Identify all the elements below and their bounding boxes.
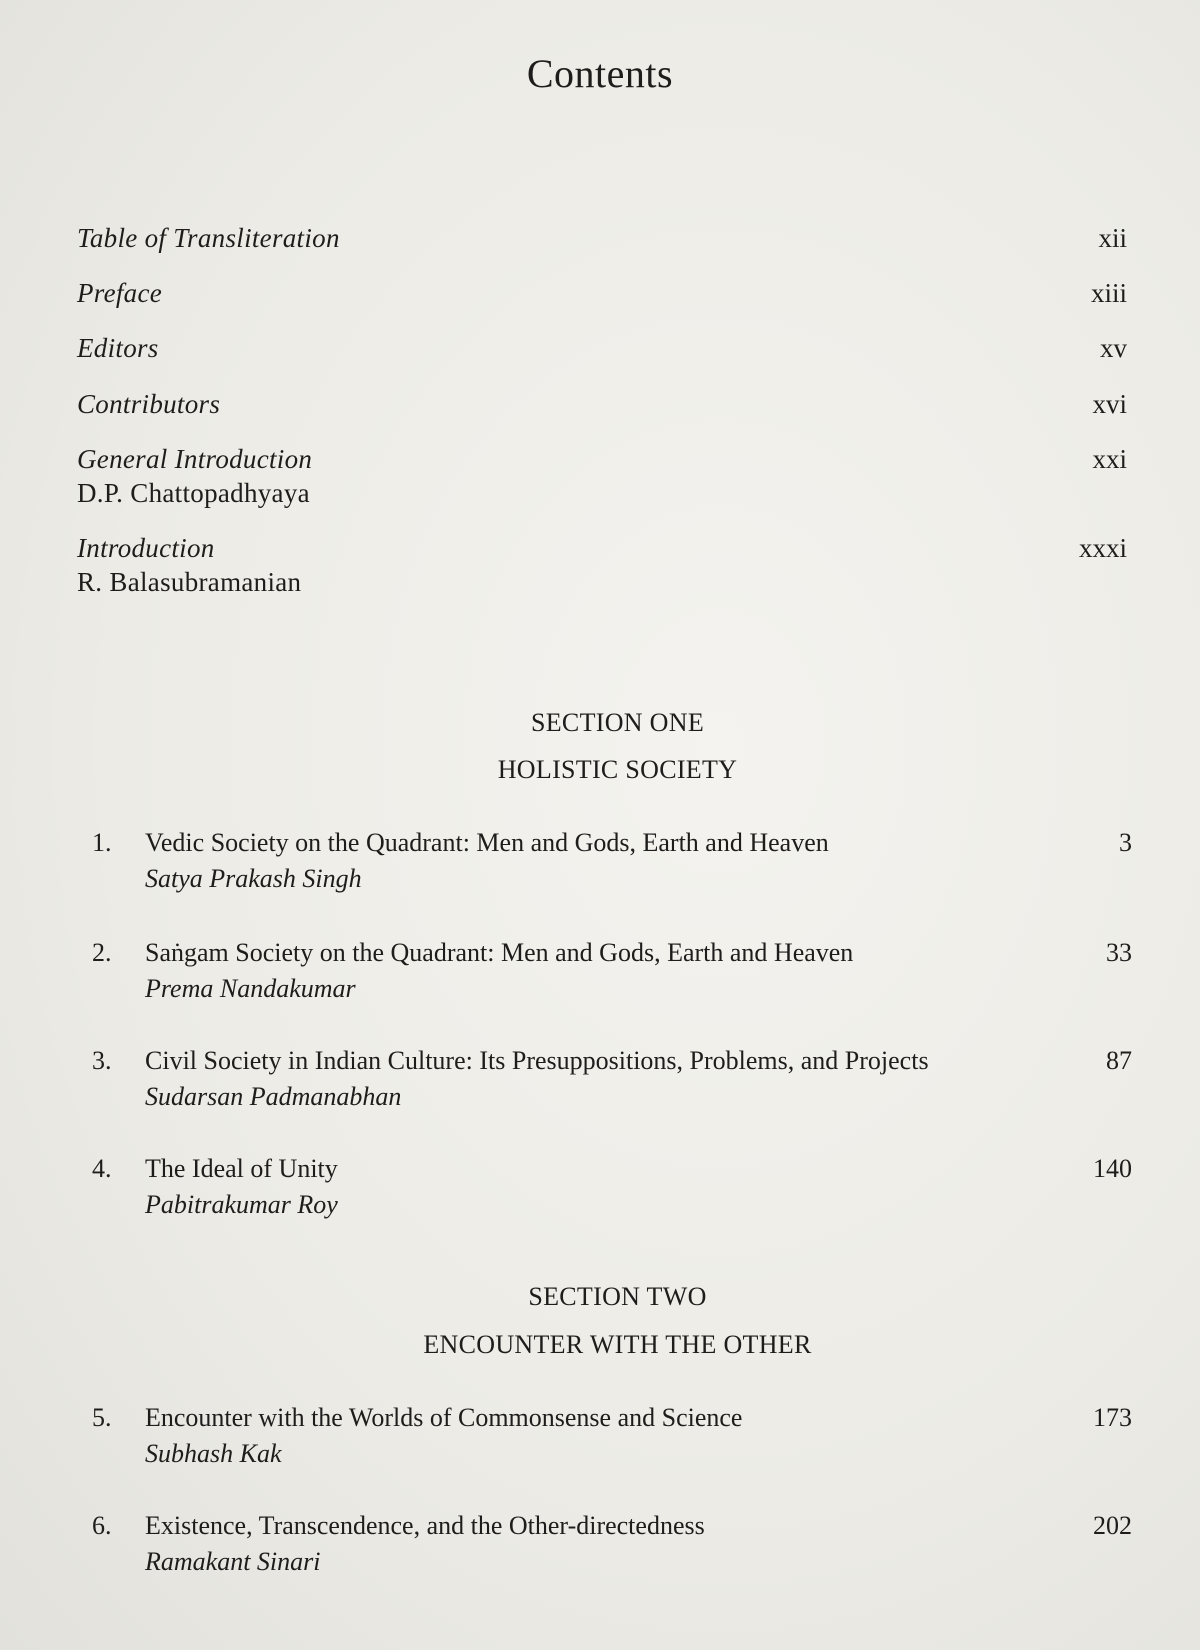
chapter-number: 1.	[92, 828, 112, 857]
chapter-title: Encounter with the Worlds of Commonsense and Science	[145, 1403, 743, 1432]
front-matter-title: Table of Transliteration	[77, 223, 340, 253]
chapter-title: Existence, Transcendence, and the Other-directedness	[145, 1511, 705, 1540]
chapter-title: The Ideal of Unity	[145, 1154, 338, 1183]
chapter-page: 202	[1093, 1511, 1132, 1540]
chapter-author: Ramakant Sinari	[145, 1547, 321, 1576]
front-matter-page: xii	[1098, 223, 1127, 253]
chapter-number: 4.	[92, 1154, 112, 1183]
chapter-page: 33	[1106, 938, 1132, 967]
section-label: SECTION TWO	[528, 1282, 707, 1311]
chapter-page: 173	[1093, 1403, 1132, 1432]
chapter-author: Satya Prakash Singh	[145, 864, 362, 893]
front-matter-item	[77, 221, 1127, 255]
front-matter-title: Preface	[77, 278, 163, 308]
chapter-page: 87	[1106, 1046, 1132, 1075]
chapter-page: 3	[1119, 828, 1132, 857]
chapter-number: 6.	[92, 1511, 112, 1540]
front-matter-item	[77, 442, 1127, 510]
chapter-title: Civil Society in Indian Culture: Its Presuppositions, Problems, and Projects	[145, 1046, 929, 1075]
front-matter-page: xxi	[1092, 444, 1127, 474]
front-matter-item	[77, 531, 1127, 599]
chapter-author: Prema Nandakumar	[145, 974, 356, 1003]
front-matter-page: xiii	[1090, 278, 1127, 308]
front-matter-item	[77, 387, 1127, 421]
section-label: SECTION ONE	[530, 708, 704, 737]
chapter-author: Subhash Kak	[145, 1439, 282, 1468]
front-matter-page: xvi	[1092, 389, 1127, 419]
front-matter-title: General Introduction	[77, 444, 313, 474]
front-matter-item	[77, 276, 1127, 310]
front-matter-editor: R. Balasubramanian	[77, 567, 302, 597]
chapter-title: Saṅgam Society on the Quadrant: Men and Gods, Earth and Heaven	[145, 938, 854, 967]
front-matter-page: xv	[1100, 333, 1127, 363]
chapter-number: 3.	[92, 1046, 112, 1075]
front-matter-page: xxxi	[1078, 533, 1127, 563]
front-matter-title: Editors	[77, 333, 159, 363]
front-matter-editor: D.P. Chattopadhyaya	[77, 478, 310, 508]
front-matter-title: Contributors	[77, 389, 221, 419]
section-name: HOLISTIC SOCIETY	[497, 755, 738, 784]
front-matter-title: Introduction	[77, 533, 215, 563]
chapter-title: Vedic Society on the Quadrant: Men and Gods, Earth and Heaven	[145, 828, 829, 857]
chapter-number: 5.	[92, 1403, 112, 1432]
chapter-page: 140	[1093, 1154, 1132, 1183]
chapter-author: Pabitrakumar Roy	[145, 1190, 338, 1219]
front-matter-item	[77, 331, 1127, 365]
chapter-number: 2.	[92, 938, 112, 967]
page-title: Contents	[526, 51, 674, 96]
section-name: ENCOUNTER WITH THE OTHER	[423, 1330, 812, 1359]
chapter-author: Sudarsan Padmanabhan	[145, 1082, 402, 1111]
